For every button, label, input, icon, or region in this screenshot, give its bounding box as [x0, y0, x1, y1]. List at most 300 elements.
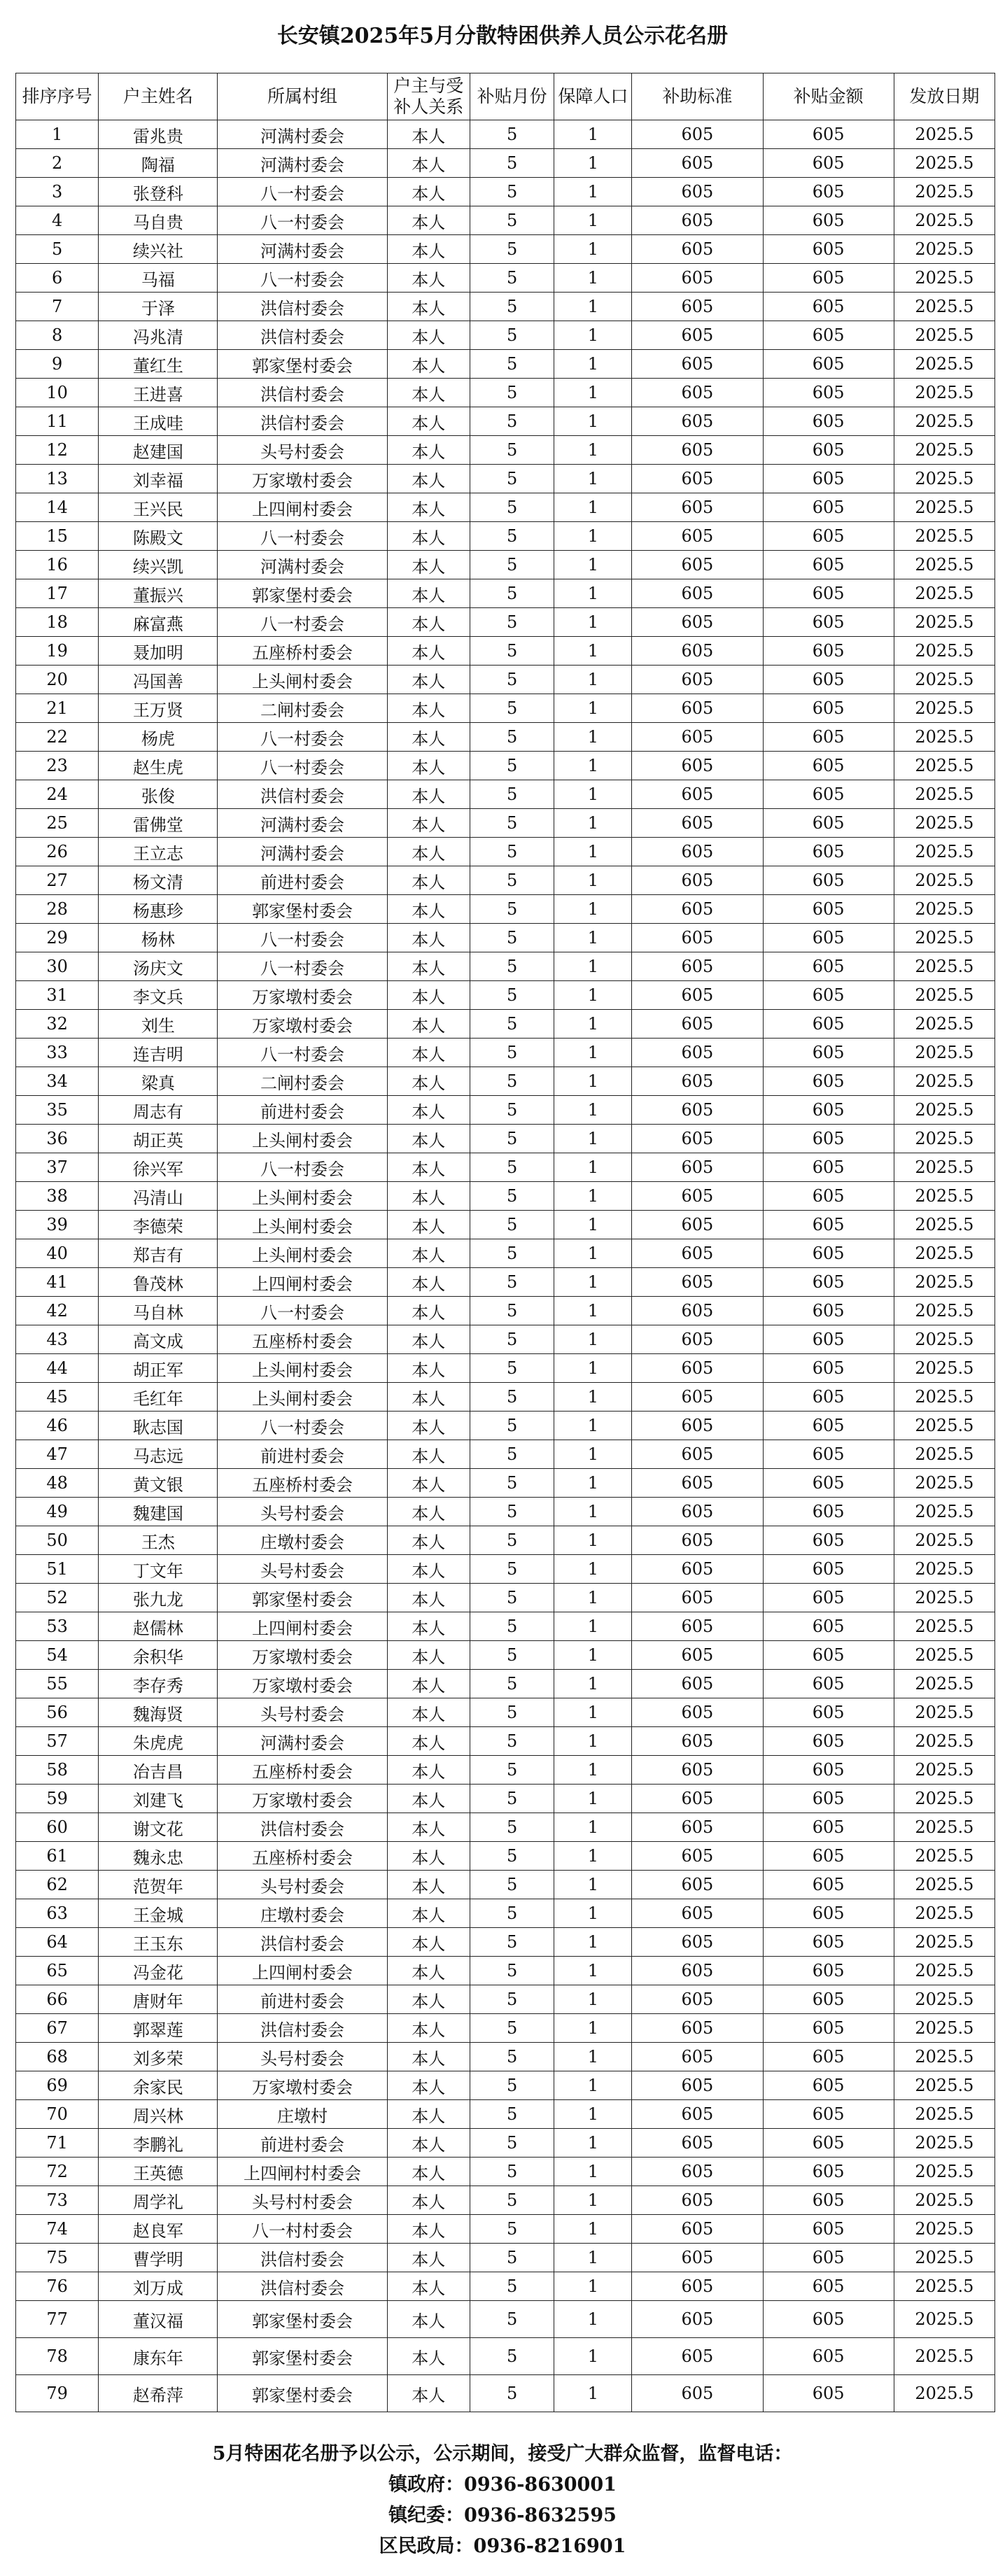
cell-amount: 605	[763, 1584, 894, 1612]
cell-standard: 605	[632, 149, 763, 178]
cell-amount: 605	[763, 407, 894, 436]
table-row	[16, 264, 995, 293]
cell-months: 5	[470, 321, 554, 350]
cell-seq: 29	[16, 924, 99, 952]
cell-village: 上四闸村委会	[218, 1268, 387, 1297]
cell-date: 2025.5	[894, 2043, 995, 2071]
cell-relation: 本人	[387, 1039, 470, 1067]
cell-amount: 605	[763, 1182, 894, 1211]
cell-date: 2025.5	[894, 1412, 995, 1440]
cell-standard: 605	[632, 2071, 763, 2100]
cell-standard: 605	[632, 2100, 763, 2129]
cell-standard: 605	[632, 1928, 763, 1957]
cell-relation: 本人	[387, 551, 470, 579]
cell-date: 2025.5	[894, 694, 995, 723]
cell-months: 5	[470, 1239, 554, 1268]
cell-standard: 605	[632, 1039, 763, 1067]
cell-relation: 本人	[387, 1756, 470, 1785]
cell-months: 5	[470, 1584, 554, 1612]
cell-name: 杨惠珍	[99, 895, 218, 924]
cell-relation: 本人	[387, 2071, 470, 2100]
cell-village: 前进村委会	[218, 2129, 387, 2158]
cell-amount: 605	[763, 493, 894, 522]
cell-standard: 605	[632, 866, 763, 895]
cell-standard: 605	[632, 1584, 763, 1612]
cell-relation: 本人	[387, 120, 470, 149]
cell-people: 1	[554, 952, 632, 981]
cell-amount: 605	[763, 752, 894, 780]
cell-name: 赵希萍	[99, 2375, 218, 2412]
cell-people: 1	[554, 1813, 632, 1842]
cell-date: 2025.5	[894, 264, 995, 293]
cell-amount: 605	[763, 1670, 894, 1698]
cell-date: 2025.5	[894, 608, 995, 637]
cell-standard: 605	[632, 924, 763, 952]
table-row	[16, 2186, 995, 2215]
cell-standard: 605	[632, 694, 763, 723]
cell-seq: 69	[16, 2071, 99, 2100]
header-name: 户主姓名	[99, 73, 218, 120]
cell-months: 5	[470, 1440, 554, 1469]
cell-relation: 本人	[387, 895, 470, 924]
cell-people: 1	[554, 1383, 632, 1412]
cell-amount: 605	[763, 1067, 894, 1096]
cell-amount: 605	[763, 1899, 894, 1928]
cell-amount: 605	[763, 436, 894, 465]
page-title: 长安镇2025年5月分散特困供养人员公示花名册	[276, 24, 729, 48]
cell-people: 1	[554, 178, 632, 206]
cell-seq: 64	[16, 1928, 99, 1957]
cell-standard: 605	[632, 1871, 763, 1899]
cell-people: 1	[554, 1469, 632, 1498]
cell-name: 王兴民	[99, 493, 218, 522]
cell-name: 王英德	[99, 2158, 218, 2186]
cell-date: 2025.5	[894, 407, 995, 436]
cell-standard: 605	[632, 350, 763, 379]
cell-amount: 605	[763, 838, 894, 866]
cell-months: 5	[470, 579, 554, 608]
cell-amount: 605	[763, 666, 894, 694]
cell-people: 1	[554, 579, 632, 608]
cell-village: 八一村委会	[218, 608, 387, 637]
table-row	[16, 952, 995, 981]
cell-name: 唐财年	[99, 1985, 218, 2014]
cell-name: 曹学明	[99, 2244, 218, 2272]
cell-months: 5	[470, 2158, 554, 2186]
cell-village: 洪信村委会	[218, 2014, 387, 2043]
cell-relation: 本人	[387, 493, 470, 522]
header-people: 保障人口	[554, 73, 632, 120]
cell-seq: 55	[16, 1670, 99, 1698]
cell-name: 王立志	[99, 838, 218, 866]
cell-standard: 605	[632, 293, 763, 321]
cell-seq: 70	[16, 2100, 99, 2129]
cell-relation: 本人	[387, 1125, 470, 1153]
cell-relation: 本人	[387, 666, 470, 694]
notice-text: 5月特困花名册予以公示，公示期间，接受广大群众监督，监督电话：	[212, 2443, 793, 2465]
table-row	[16, 1842, 995, 1871]
cell-standard: 605	[632, 1325, 763, 1354]
cell-people: 1	[554, 666, 632, 694]
cell-months: 5	[470, 952, 554, 981]
cell-village: 前进村委会	[218, 866, 387, 895]
cell-date: 2025.5	[894, 2375, 995, 2412]
cell-seq: 19	[16, 637, 99, 666]
cell-village: 八一村委会	[218, 264, 387, 293]
cell-village: 前进村委会	[218, 1096, 387, 1125]
cell-months: 5	[470, 895, 554, 924]
cell-standard: 605	[632, 952, 763, 981]
cell-standard: 605	[632, 2158, 763, 2186]
cell-seq: 2	[16, 149, 99, 178]
cell-village: 上头闸村委会	[218, 1239, 387, 1268]
cell-amount: 605	[763, 1641, 894, 1670]
cell-date: 2025.5	[894, 522, 995, 551]
cell-village: 万家墩村委会	[218, 1670, 387, 1698]
cell-standard: 605	[632, 407, 763, 436]
cell-seq: 18	[16, 608, 99, 637]
cell-months: 5	[470, 780, 554, 809]
cell-standard: 605	[632, 493, 763, 522]
cell-village: 上头闸村委会	[218, 1383, 387, 1412]
cell-village: 洪信村委会	[218, 1928, 387, 1957]
cell-village: 庄墩村委会	[218, 1526, 387, 1555]
cell-people: 1	[554, 895, 632, 924]
cell-date: 2025.5	[894, 1957, 995, 1985]
cell-amount: 605	[763, 2158, 894, 2186]
cell-seq: 7	[16, 293, 99, 321]
table-row	[16, 1670, 995, 1698]
cell-date: 2025.5	[894, 1928, 995, 1957]
cell-standard: 605	[632, 752, 763, 780]
cell-months: 5	[470, 551, 554, 579]
cell-relation: 本人	[387, 1010, 470, 1039]
cell-name: 余家民	[99, 2071, 218, 2100]
cell-people: 1	[554, 206, 632, 235]
cell-seq: 54	[16, 1641, 99, 1670]
cell-seq: 27	[16, 866, 99, 895]
cell-village: 八一村委会	[218, 952, 387, 981]
cell-months: 5	[470, 1354, 554, 1383]
cell-standard: 605	[632, 838, 763, 866]
cell-amount: 605	[763, 2129, 894, 2158]
table-row	[16, 1584, 995, 1612]
cell-standard: 605	[632, 1957, 763, 1985]
cell-village: 洪信村委会	[218, 379, 387, 407]
cell-seq: 51	[16, 1555, 99, 1584]
cell-village: 八一村委会	[218, 1412, 387, 1440]
header-seq: 排序序号	[16, 73, 99, 120]
cell-people: 1	[554, 2244, 632, 2272]
cell-seq: 16	[16, 551, 99, 579]
cell-relation: 本人	[387, 1698, 470, 1727]
cell-date: 2025.5	[894, 1039, 995, 1067]
table-row	[16, 1325, 995, 1354]
cell-people: 1	[554, 2043, 632, 2071]
cell-relation: 本人	[387, 1096, 470, 1125]
cell-people: 1	[554, 436, 632, 465]
cell-months: 5	[470, 1785, 554, 1813]
cell-village: 二闸村委会	[218, 1067, 387, 1096]
cell-months: 5	[470, 1985, 554, 2014]
cell-relation: 本人	[387, 1440, 470, 1469]
table-row	[16, 981, 995, 1010]
cell-name: 续兴社	[99, 235, 218, 264]
cell-people: 1	[554, 1354, 632, 1383]
cell-relation: 本人	[387, 264, 470, 293]
cell-amount: 605	[763, 2100, 894, 2129]
cell-months: 5	[470, 637, 554, 666]
cell-people: 1	[554, 809, 632, 838]
cell-people: 1	[554, 637, 632, 666]
cell-relation: 本人	[387, 1239, 470, 1268]
cell-months: 5	[470, 2186, 554, 2215]
table-row	[16, 407, 995, 436]
cell-people: 1	[554, 1239, 632, 1268]
cell-standard: 605	[632, 1469, 763, 1498]
cell-months: 5	[470, 407, 554, 436]
table-row	[16, 1412, 995, 1440]
cell-months: 5	[470, 379, 554, 407]
cell-standard: 605	[632, 1842, 763, 1871]
cell-people: 1	[554, 1957, 632, 1985]
cell-date: 2025.5	[894, 1727, 995, 1756]
cell-standard: 605	[632, 1153, 763, 1182]
cell-standard: 605	[632, 895, 763, 924]
cell-village: 郭家堡村委会	[218, 579, 387, 608]
cell-seq: 73	[16, 2186, 99, 2215]
cell-months: 5	[470, 1268, 554, 1297]
cell-relation: 本人	[387, 1871, 470, 1899]
cell-seq: 9	[16, 350, 99, 379]
cell-relation: 本人	[387, 321, 470, 350]
cell-months: 5	[470, 723, 554, 752]
cell-seq: 24	[16, 780, 99, 809]
cell-amount: 605	[763, 608, 894, 637]
cell-seq: 13	[16, 465, 99, 493]
cell-village: 头号村委会	[218, 436, 387, 465]
cell-months: 5	[470, 1813, 554, 1842]
cell-relation: 本人	[387, 465, 470, 493]
cell-months: 5	[470, 1928, 554, 1957]
cell-months: 5	[470, 2244, 554, 2272]
cell-relation: 本人	[387, 752, 470, 780]
cell-date: 2025.5	[894, 752, 995, 780]
table-row	[16, 379, 995, 407]
cell-date: 2025.5	[894, 1182, 995, 1211]
cell-people: 1	[554, 465, 632, 493]
cell-name: 谢文花	[99, 1813, 218, 1842]
cell-date: 2025.5	[894, 465, 995, 493]
cell-village: 前进村委会	[218, 1440, 387, 1469]
cell-months: 5	[470, 1325, 554, 1354]
table-row	[16, 1211, 995, 1239]
cell-months: 5	[470, 981, 554, 1010]
cell-months: 5	[470, 522, 554, 551]
cell-standard: 605	[632, 379, 763, 407]
cell-date: 2025.5	[894, 1584, 995, 1612]
cell-name: 胡正英	[99, 1125, 218, 1153]
cell-months: 5	[470, 1957, 554, 1985]
header-village: 所属村组	[218, 73, 387, 120]
table-row	[16, 1383, 995, 1412]
cell-standard: 605	[632, 1641, 763, 1670]
cell-amount: 605	[763, 1785, 894, 1813]
cell-months: 5	[470, 293, 554, 321]
table-row	[16, 465, 995, 493]
cell-name: 魏永忠	[99, 1842, 218, 1871]
cell-date: 2025.5	[894, 2014, 995, 2043]
notice-phone-town-government: 镇政府：0936-8630001	[388, 2474, 617, 2496]
table-row	[16, 149, 995, 178]
table-row	[16, 1756, 995, 1785]
cell-name: 周兴林	[99, 2100, 218, 2129]
table-row	[16, 866, 995, 895]
cell-months: 5	[470, 809, 554, 838]
cell-village: 上四闸村村委会	[218, 2158, 387, 2186]
cell-people: 1	[554, 1985, 632, 2014]
cell-relation: 本人	[387, 206, 470, 235]
cell-amount: 605	[763, 1325, 894, 1354]
cell-seq: 1	[16, 120, 99, 149]
cell-amount: 605	[763, 1440, 894, 1469]
cell-seq: 20	[16, 666, 99, 694]
cell-months: 5	[470, 1899, 554, 1928]
cell-standard: 605	[632, 551, 763, 579]
cell-months: 5	[470, 2338, 554, 2375]
cell-village: 万家墩村委会	[218, 2071, 387, 2100]
cell-name: 朱虎虎	[99, 1727, 218, 1756]
cell-date: 2025.5	[894, 1067, 995, 1096]
cell-date: 2025.5	[894, 809, 995, 838]
cell-name: 陈殿文	[99, 522, 218, 551]
table-row	[16, 1297, 995, 1325]
cell-standard: 605	[632, 1010, 763, 1039]
cell-months: 5	[470, 608, 554, 637]
cell-name: 李鹏礼	[99, 2129, 218, 2158]
table-row	[16, 235, 995, 264]
cell-village: 头号村村委会	[218, 2186, 387, 2215]
cell-standard: 605	[632, 1612, 763, 1641]
cell-seq: 53	[16, 1612, 99, 1641]
table-row	[16, 1354, 995, 1383]
cell-amount: 605	[763, 1239, 894, 1268]
table-row	[16, 1182, 995, 1211]
cell-people: 1	[554, 1526, 632, 1555]
header-date: 发放日期	[894, 73, 995, 120]
cell-amount: 605	[763, 1526, 894, 1555]
cell-months: 5	[470, 694, 554, 723]
cell-name: 刘幸福	[99, 465, 218, 493]
cell-name: 杨文清	[99, 866, 218, 895]
cell-seq: 12	[16, 436, 99, 465]
cell-village: 上四闸村委会	[218, 493, 387, 522]
cell-name: 冯金花	[99, 1957, 218, 1985]
cell-seq: 43	[16, 1325, 99, 1354]
cell-name: 刘万成	[99, 2272, 218, 2301]
cell-date: 2025.5	[894, 1239, 995, 1268]
cell-seq: 39	[16, 1211, 99, 1239]
cell-months: 5	[470, 2100, 554, 2129]
cell-seq: 49	[16, 1498, 99, 1526]
cell-amount: 605	[763, 2301, 894, 2338]
cell-name: 徐兴军	[99, 1153, 218, 1182]
cell-village: 五座桥村委会	[218, 1469, 387, 1498]
table-row	[16, 1871, 995, 1899]
cell-village: 上头闸村委会	[218, 1125, 387, 1153]
cell-people: 1	[554, 2071, 632, 2100]
cell-seq: 67	[16, 2014, 99, 2043]
cell-date: 2025.5	[894, 1641, 995, 1670]
cell-months: 5	[470, 493, 554, 522]
cell-date: 2025.5	[894, 666, 995, 694]
cell-amount: 605	[763, 2071, 894, 2100]
cell-name: 马自贵	[99, 206, 218, 235]
cell-village: 上头闸村委会	[218, 1182, 387, 1211]
cell-standard: 605	[632, 2338, 763, 2375]
cell-relation: 本人	[387, 235, 470, 264]
table-row	[16, 1813, 995, 1842]
cell-amount: 605	[763, 178, 894, 206]
cell-relation: 本人	[387, 952, 470, 981]
cell-months: 5	[470, 1526, 554, 1555]
cell-name: 耿志国	[99, 1412, 218, 1440]
roster-table	[15, 73, 995, 2412]
cell-months: 5	[470, 1612, 554, 1641]
cell-village: 八一村委会	[218, 206, 387, 235]
table-row	[16, 436, 995, 465]
cell-months: 5	[470, 235, 554, 264]
table-row	[16, 2014, 995, 2043]
cell-amount: 605	[763, 321, 894, 350]
cell-name: 赵建国	[99, 436, 218, 465]
cell-relation: 本人	[387, 1985, 470, 2014]
cell-relation: 本人	[387, 1383, 470, 1412]
cell-date: 2025.5	[894, 952, 995, 981]
cell-standard: 605	[632, 2301, 763, 2338]
cell-amount: 605	[763, 2244, 894, 2272]
cell-months: 5	[470, 1412, 554, 1440]
cell-relation: 本人	[387, 436, 470, 465]
cell-date: 2025.5	[894, 1785, 995, 1813]
cell-seq: 74	[16, 2215, 99, 2244]
cell-amount: 605	[763, 235, 894, 264]
cell-name: 麻富燕	[99, 608, 218, 637]
cell-people: 1	[554, 2100, 632, 2129]
cell-amount: 605	[763, 2272, 894, 2301]
cell-seq: 14	[16, 493, 99, 522]
cell-standard: 605	[632, 2043, 763, 2071]
cell-relation: 本人	[387, 1469, 470, 1498]
cell-amount: 605	[763, 1211, 894, 1239]
cell-date: 2025.5	[894, 321, 995, 350]
cell-village: 洪信村委会	[218, 780, 387, 809]
cell-relation: 本人	[387, 608, 470, 637]
cell-months: 5	[470, 2014, 554, 2043]
cell-amount: 605	[763, 1469, 894, 1498]
cell-name: 李文兵	[99, 981, 218, 1010]
cell-seq: 34	[16, 1067, 99, 1096]
cell-village: 二闸村委会	[218, 694, 387, 723]
cell-seq: 28	[16, 895, 99, 924]
cell-seq: 5	[16, 235, 99, 264]
cell-standard: 605	[632, 1698, 763, 1727]
cell-date: 2025.5	[894, 1555, 995, 1584]
table-row	[16, 2301, 995, 2338]
cell-amount: 605	[763, 1555, 894, 1584]
cell-date: 2025.5	[894, 149, 995, 178]
table-row	[16, 1010, 995, 1039]
